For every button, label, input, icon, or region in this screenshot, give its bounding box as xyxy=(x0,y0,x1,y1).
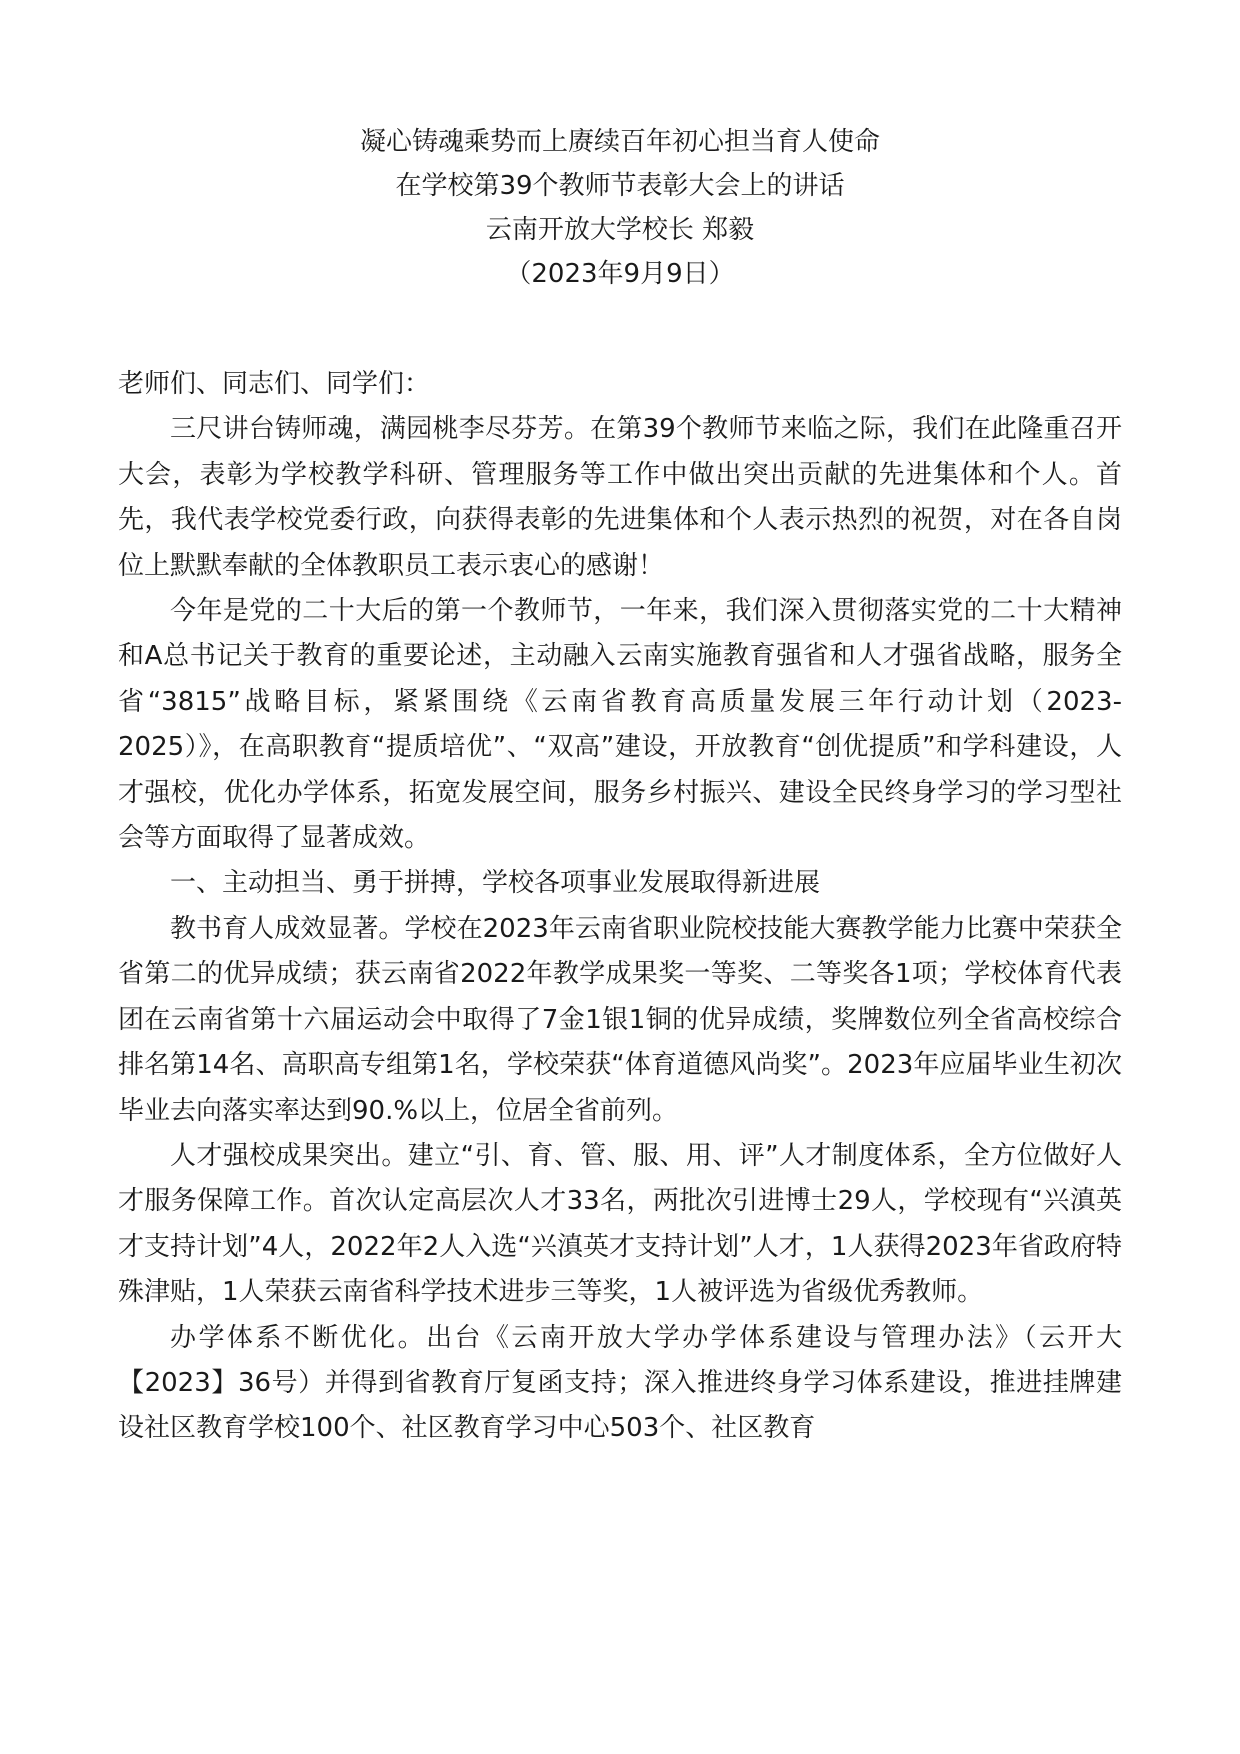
paragraph-opening: 三尺讲台铸师魂，满园桃李尽芬芳。在第39个教师节来临之际，我们在此隆重召开大会，表彰为学校教学科研、管理服务等工作中做出突出贡献的先进集体和个人。首先，我代表学校党委行政，向获得表彰的先进集体和个人表示热烈的祝贺，对在各自岗位上默默奉献的全体教职员工表示衷心的感谢！ xyxy=(118,414,1122,581)
paragraph-teaching: 教书育人成效显著。学校在2023年云南省职业院校技能大赛教学能力比赛中荣获全省第二的优异成绩；获云南省2022年教学成果奖一等奖、二等奖各1项；学校体育代表团在云南省第十六届运动会中取得了7金1银1铜的优异成绩，奖牌数位列全省高校综合排名第14名、高职高专组第1名，学校荣获“体育道德风尚奖”。2023年应届毕业生初次毕业去向落实率达到90.%以上，位居全省前列。 xyxy=(118,913,1122,1126)
document-subtitle: 在学校第39个教师节表彰大会上的讲话 xyxy=(395,171,845,201)
paragraph-talent: 人才强校成果突出。建立“引、育、管、服、用、评”人才制度体系，全方位做好人才服务保障工作。首次认定高层次人才33名，两批次引进博士29人，学校现有“兴滇英才支持计划”4人，2022年2人入选“兴滇英才支持计划”人才，1人获得2023年省政府特殊津贴，1人荣获云南省科学技术进步三等奖，1人被评选为省级优秀教师。 xyxy=(118,1140,1122,1308)
document-header xyxy=(0,120,1240,296)
date-line: （2023年9月9日） xyxy=(505,259,735,289)
section-heading-1: 一、主动担当、勇于拼搏，学校各项事业发展取得新进展 xyxy=(170,868,821,899)
paragraph-overview: 今年是党的二十大后的第一个教师节，一年来，我们深入贯彻落实党的二十大精神和A总书记关于教育的重要论述，主动融入云南实施教育强省和人才强省战略，服务全省“3815”战略目标，紧紧围绕《云南省教育高质量发展三年行动计划（2023-2025）》，在高职教育“提质培优”、“双高”建设，开放教育“创优提质”和学科建设，人才强校，优化办学体系，拓宽发展空间，服务乡村振兴、建设全民终身学习的学习型社会等方面取得了显著成效。 xyxy=(118,596,1122,854)
author-line: 云南开放大学校长 郑毅 xyxy=(485,215,755,245)
document-body xyxy=(118,362,1122,1452)
document-title: 凝心铸魂乘势而上赓续百年初心担当育人使命 xyxy=(359,127,880,157)
salutation: 老师们、同志们、同学们： xyxy=(118,369,431,399)
paragraph-school-system: 办学体系不断优化。出台《云南开放大学办学体系建设与管理办法》（云开大【2023】36号）并得到省教育厅复函支持；深入推进终身学习体系建设，推进挂牌建设社区教育学校100个、社区教育学习中心503个、社区教育 xyxy=(118,1322,1122,1444)
